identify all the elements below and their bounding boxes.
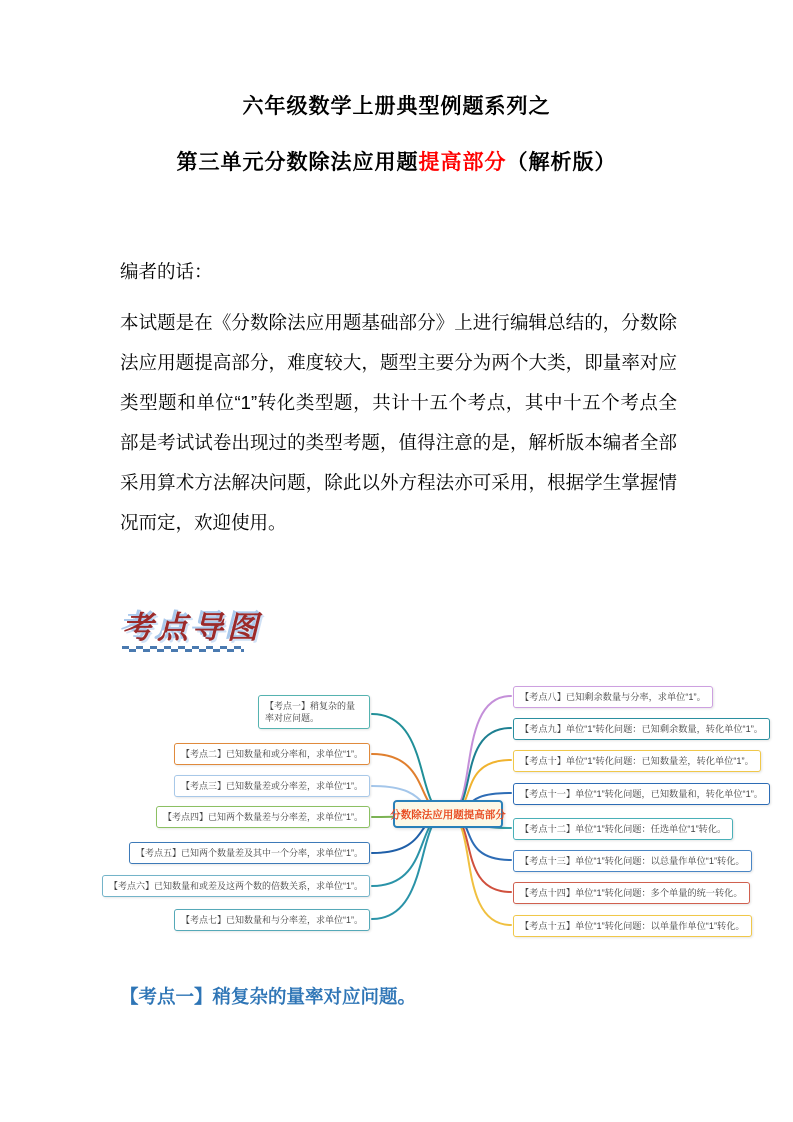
mindmap-node-left-4: 【考点四】已知两个数量差与分率差，求单位“1”。: [156, 806, 370, 828]
doc-title-line2: [0, 146, 793, 176]
mindmap-node-left-5: 【考点五】已知两个数量差及其中一个分率，求单位“1”。: [129, 842, 370, 864]
mindmap-node-left-6: 【考点六】已知数量和或差及这两个数的倍数关系，求单位“1”。: [102, 875, 370, 897]
map-header-underline: [122, 646, 244, 652]
mindmap-node-left-7: 【考点七】已知数量和与分率差，求单位“1”。: [174, 909, 370, 931]
editor-note-label: 编者的话：: [120, 261, 213, 282]
doc-title-line2-prefix: 第三单元分数除法应用题: [176, 151, 419, 174]
doc-title-line1: 六年级数学上册典型例题系列之: [242, 95, 551, 118]
mindmap-node-right-6: 【考点十三】单位“1”转化问题：以总量作单位“1”转化。: [513, 850, 752, 872]
doc-title-line2-highlight: 提高部分: [418, 151, 507, 174]
mindmap-node-right-3: 【考点十】单位“1”转化问题：已知数量差，转化单位“1”。: [513, 750, 761, 772]
mindmap-node-right-7: 【考点十四】单位“1”转化问题：多个单量的统一转化。: [513, 882, 750, 904]
map-header-wordart: 考点导图: [122, 610, 262, 645]
editor-note-body: 本试题是在《分数除法应用题基础部分》上进行编辑总结的，分数除法应用题提高部分，难度较大，题型主要分为两个大类，即量率对应类型题和单位“1”转化类型题，共计十五个考点，其中十五个考点全部是考试试卷出现过的类型考题，值得注意的是，解析版本编者全部采用算术方法解决问题，除此以外方程法亦可采用，根据学生掌握情况而定，欢迎使用。: [120, 312, 677, 533]
doc-title-line2-suffix: （解析版）: [506, 151, 617, 174]
mindmap-diagram: [108, 678, 763, 978]
mindmap-node-left-2: 【考点二】已知数量和或分率和，求单位“1”。: [174, 743, 370, 765]
mindmap-node-right-5: 【考点十二】单位“1”转化问题：任选单位“1”转化。: [513, 818, 733, 840]
mindmap-node-right-1: 【考点八】已知剩余数量与分率，求单位“1”。: [513, 686, 713, 708]
mindmap-node-right-4: 【考点十一】单位“1”转化问题，已知数量和，转化单位“1”。: [513, 783, 770, 805]
mindmap-node-left-1: 【考点一】稍复杂的量率对应问题。: [258, 695, 370, 729]
mindmap-node-left-3: 【考点三】已知数量差或分率差，求单位“1”。: [174, 775, 370, 797]
mindmap-center-node: 分数除法应用题提高部分: [393, 800, 503, 828]
section-heading-kaodian1: 【考点一】稍复杂的量率对应问题。: [120, 986, 417, 1007]
mindmap-node-right-8: 【考点十五】单位“1”转化问题：以单量作单位“1”转化。: [513, 915, 752, 937]
mindmap-node-right-2: 【考点九】单位“1”转化问题：已知剩余数量，转化单位“1”。: [513, 718, 770, 740]
